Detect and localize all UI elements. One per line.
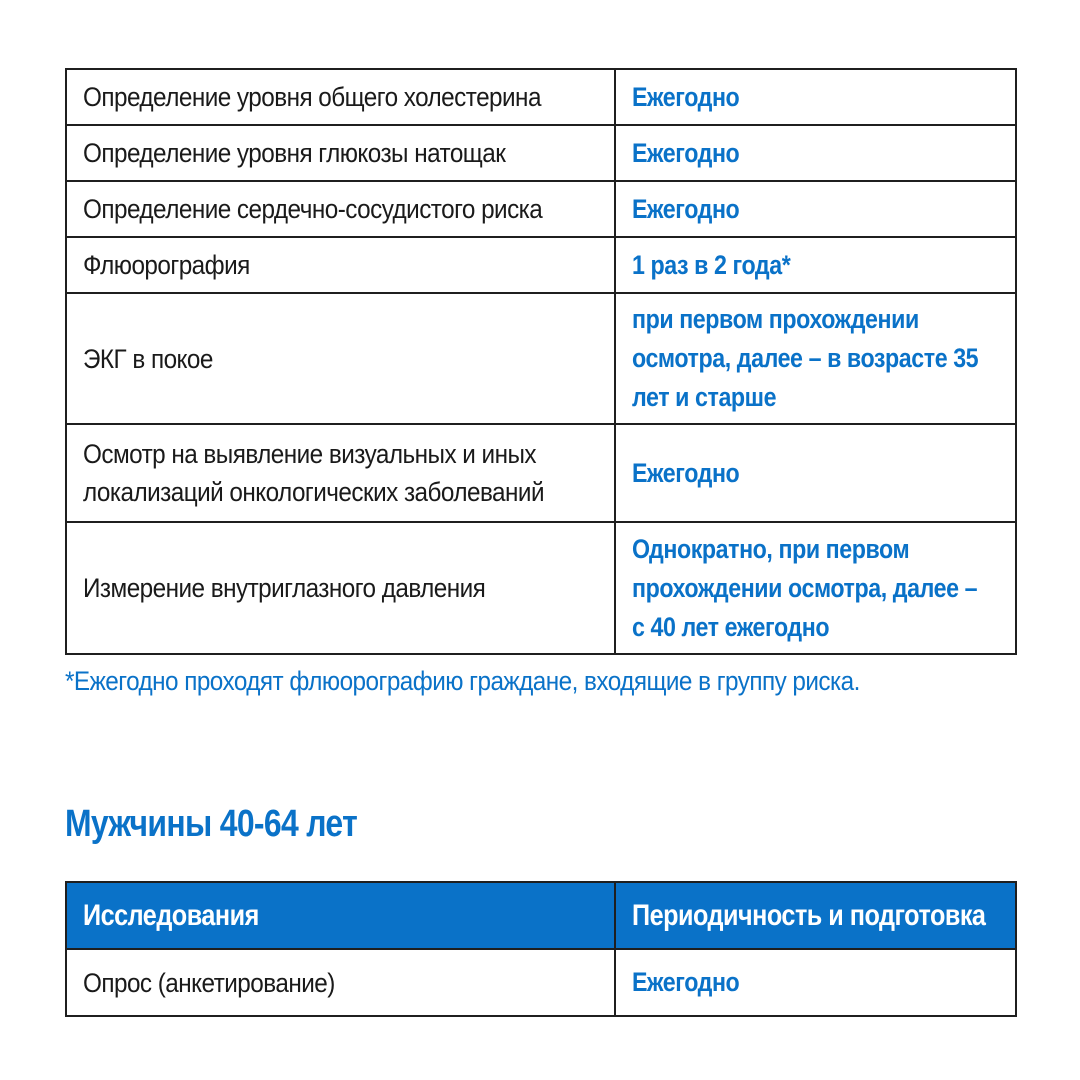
frequency-line: осмотра, далее – в возрасте 35 <box>632 343 979 373</box>
frequency: Ежегодно <box>632 967 740 997</box>
test-name-cell <box>66 949 615 1016</box>
test-name: ЭКГ в покое <box>83 343 213 374</box>
test-name: Измерение внутриглазного давления <box>83 573 486 603</box>
screening-table-bottom <box>65 881 1017 1017</box>
test-name-cell <box>66 522 615 654</box>
frequency <box>632 530 993 647</box>
test-name-line: Осмотр на выявление визуальных и иных <box>83 439 536 469</box>
table-row <box>66 293 1016 424</box>
table-header-row <box>66 882 1016 949</box>
frequency-line: с 40 лет ежегодно <box>632 611 830 642</box>
table-row <box>66 181 1016 237</box>
column-header-label: Исследования <box>83 898 259 932</box>
frequency-cell <box>615 125 1016 181</box>
frequency: Ежегодно <box>632 137 740 168</box>
frequency-cell <box>615 237 1016 293</box>
test-name: Определение сердечно-сосудистого риска <box>83 194 543 224</box>
test-name-line: локализаций онкологических заболеваний <box>83 477 544 507</box>
frequency-line: прохождении осмотра, далее – <box>632 572 978 603</box>
test-name-cell <box>66 293 615 424</box>
frequency-cell <box>615 522 1016 654</box>
test-name-cell <box>66 69 615 125</box>
test-name: Определение уровня общего холестерина <box>83 82 541 112</box>
test-name-cell <box>66 424 615 522</box>
test-name: Флюорография <box>83 250 250 280</box>
frequency-cell <box>615 293 1016 424</box>
frequency-line: при первом прохождении <box>632 304 919 334</box>
table-row <box>66 69 1016 125</box>
table-row <box>66 949 1016 1016</box>
frequency: Ежегодно <box>632 81 740 112</box>
table-row <box>66 522 1016 654</box>
column-header-frequency <box>615 882 1016 949</box>
test-name: Определение уровня глюкозы натощак <box>83 138 506 168</box>
frequency-line: лет и старше <box>632 382 777 412</box>
column-header-tests <box>66 882 615 949</box>
test-name-cell <box>66 125 615 181</box>
table-row <box>66 125 1016 181</box>
frequency: Ежегодно <box>632 193 740 224</box>
frequency-cell <box>615 949 1016 1016</box>
test-name-cell <box>66 181 615 237</box>
section-title: Мужчины 40-64 лет <box>65 803 358 845</box>
test-name: Опрос (анкетирование) <box>83 967 335 998</box>
screening-table-top <box>65 68 1017 655</box>
column-header-label: Периодичность и подготовка <box>632 898 986 932</box>
table-row <box>66 237 1016 293</box>
frequency <box>632 300 993 417</box>
footnote: *Ежегодно проходят флюорографию граждане, входящие в группу риска. <box>65 666 860 696</box>
frequency: Ежегодно <box>632 457 740 488</box>
frequency-line: Однократно, при первом <box>632 533 910 564</box>
table-row <box>66 424 1016 522</box>
test-name-cell <box>66 237 615 293</box>
frequency-cell <box>615 424 1016 522</box>
frequency-cell <box>615 181 1016 237</box>
frequency-cell <box>615 69 1016 125</box>
test-name <box>83 435 547 511</box>
frequency: 1 раз в 2 года* <box>632 249 791 280</box>
